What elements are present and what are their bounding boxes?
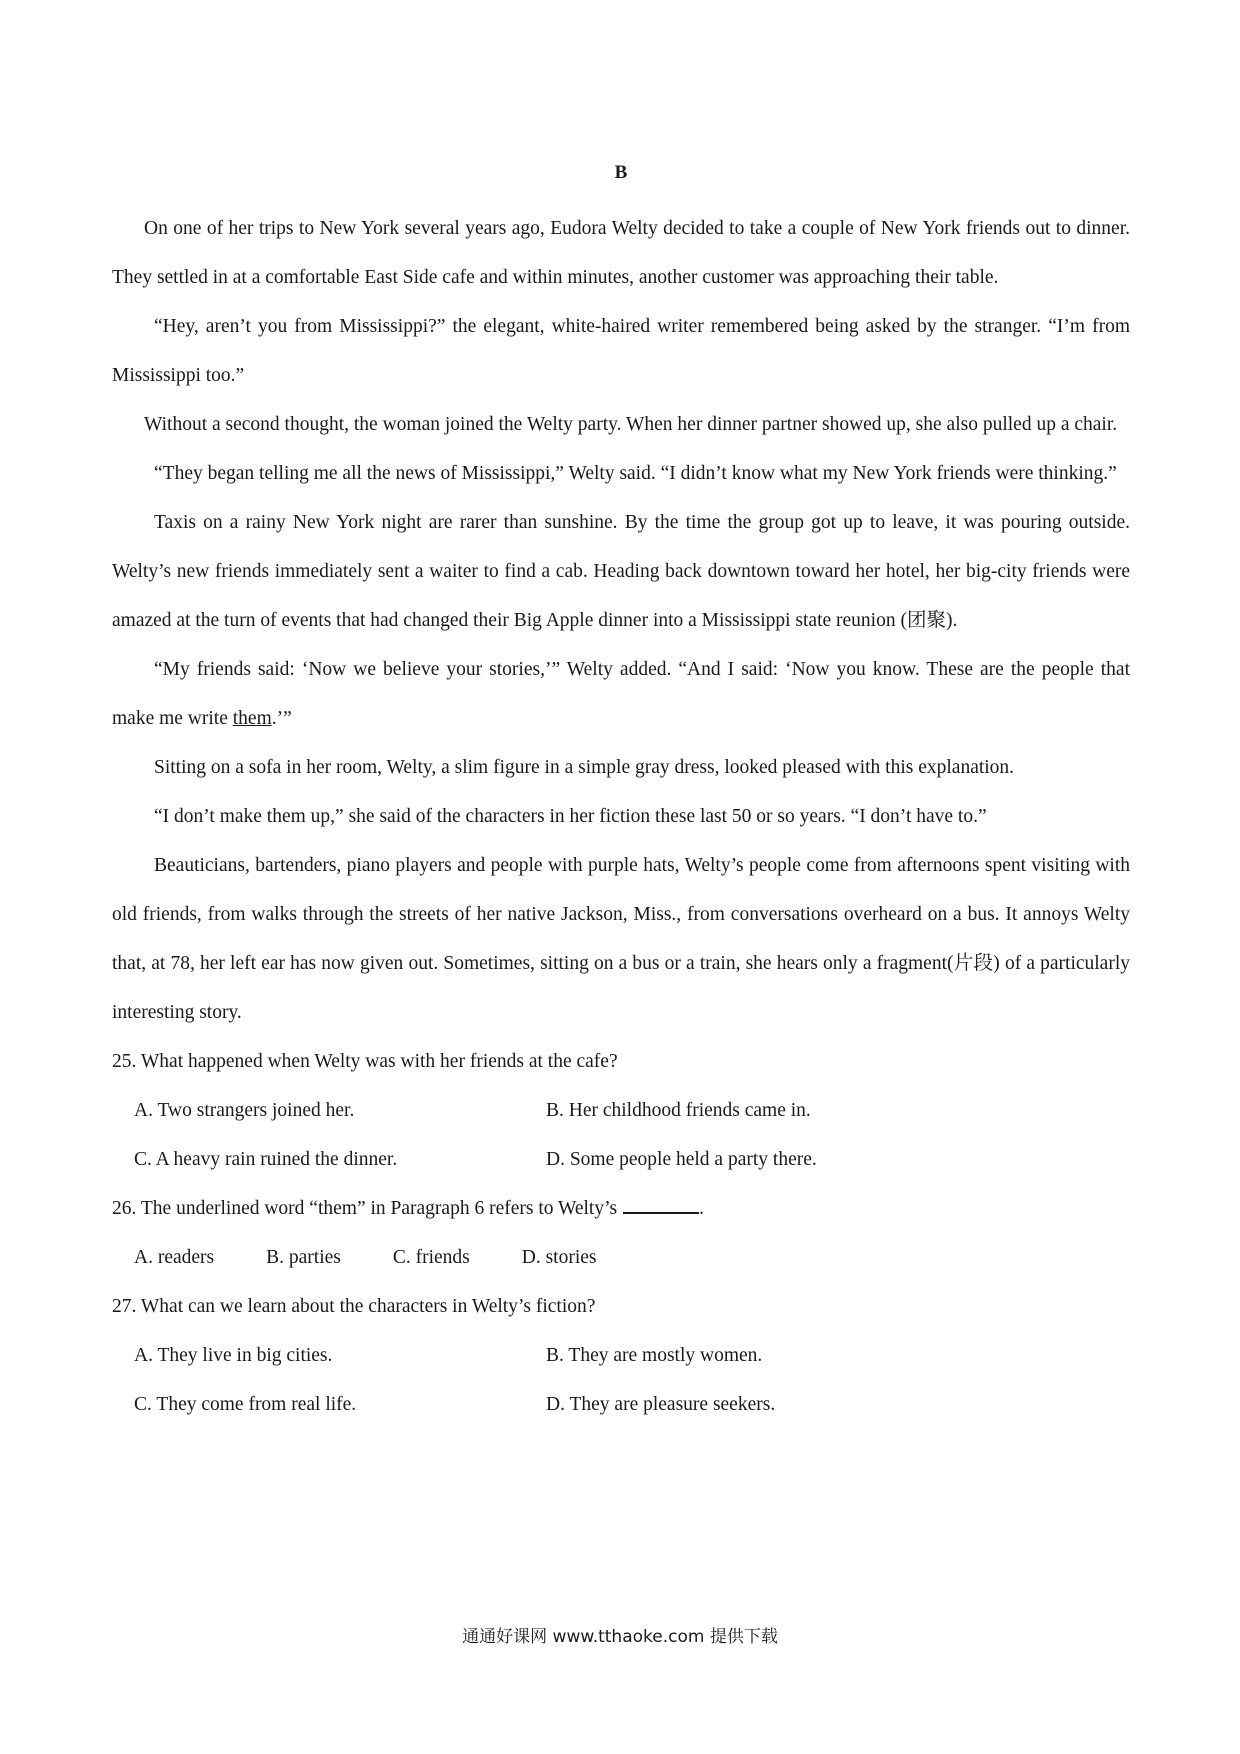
paragraph-2: “Hey, aren’t you from Mississippi?” the elegant, white-haired writer remembered being asked by the stranger. “I’m from Mississippi too.”: [112, 316, 1130, 386]
question-26-stem: [112, 1184, 1130, 1233]
question-26-stem-text: 26. The underlined word “them” in Paragraph 6 refers to Welty’s: [112, 1198, 618, 1219]
document-page: [112, 160, 1130, 1429]
question-27-option-a: A. They live in big cities.: [134, 1345, 333, 1366]
question-27-option-b: B. They are mostly women.: [546, 1345, 763, 1366]
paragraph-6-after: .’”: [271, 708, 292, 729]
paragraph-7: Sitting on a sofa in her room, Welty, a slim figure in a simple gray dress, looked pleased with this explanation.: [154, 757, 1015, 778]
page-footer: 通通好课网 www.tthaoke.com 提供下载: [462, 1627, 778, 1647]
question-26-stem-end: .: [699, 1198, 704, 1219]
question-26-option-b: B. parties: [266, 1247, 341, 1268]
question-25-option-d: D. Some people held a party there.: [546, 1149, 817, 1170]
paragraph-5: Taxis on a rainy New York night are rarer than sunshine. By the time the group got up to leave, it was pouring outside. Welty’s new friends immediately sent a waiter to find a cab. Heading back downtown toward her hotel, her big-city friends were amazed at the turn of events that had changed their Big Apple dinner into a Mississippi state reunion (团聚).: [112, 512, 1130, 631]
question-27-stem: 27. What can we learn about the characters in Welty’s fiction?: [112, 1296, 596, 1317]
question-25-stem: 25. What happened when Welty was with her friends at the cafe?: [112, 1051, 618, 1072]
question-25-option-c: C. A heavy rain ruined the dinner.: [134, 1149, 398, 1170]
paragraph-9: Beauticians, bartenders, piano players and people with purple hats, Welty’s people come from afternoons spent visiting with old friends, from walks through the streets of her native Jackson, Miss., from conversations overheard on a bus. It annoys Welty that, at 78, her left ear has now given out. Sometimes, sitting on a bus or a train, she hears only a fragment(片段) of a particularly interesting story.: [112, 855, 1130, 1023]
answer-blank: [623, 1194, 699, 1214]
paragraph-6-before: “My friends said: ‘Now we believe your stories,’” Welty added. “And I said: ‘Now you know. These are the people that make me write: [112, 659, 1130, 729]
question-25-option-a: A. Two strangers joined her.: [134, 1100, 355, 1121]
paragraph-1: On one of her trips to New York several years ago, Eudora Welty decided to take a couple of New York friends out to dinner. They settled in at a comfortable East Side cafe and within minutes, another customer was approaching their table.: [112, 218, 1130, 288]
section-title: B: [614, 162, 628, 183]
underlined-word: them: [232, 708, 272, 729]
question-26-options: [112, 1233, 1130, 1282]
question-27-option-c: C. They come from real life.: [134, 1394, 357, 1415]
paragraph-6: [112, 645, 1130, 743]
paragraph-3: Without a second thought, the woman joined the Welty party. When her dinner partner showed up, she also pulled up a chair.: [144, 414, 1118, 435]
question-25-option-b: B. Her childhood friends came in.: [546, 1100, 811, 1121]
paragraph-4: “They began telling me all the news of Mississippi,” Welty said. “I didn’t know what my New York friends were thinking.”: [154, 463, 1117, 484]
question-27-option-d: D. They are pleasure seekers.: [546, 1394, 776, 1415]
question-26-option-a: A. readers: [134, 1247, 215, 1268]
question-26-option-c: C. friends: [392, 1247, 470, 1268]
question-27-options: [112, 1331, 1130, 1429]
question-26-option-d: D. stories: [521, 1247, 597, 1268]
question-25-options: [112, 1086, 1130, 1184]
paragraph-8: “I don’t make them up,” she said of the characters in her fiction these last 50 or so years. “I don’t have to.”: [154, 806, 987, 827]
